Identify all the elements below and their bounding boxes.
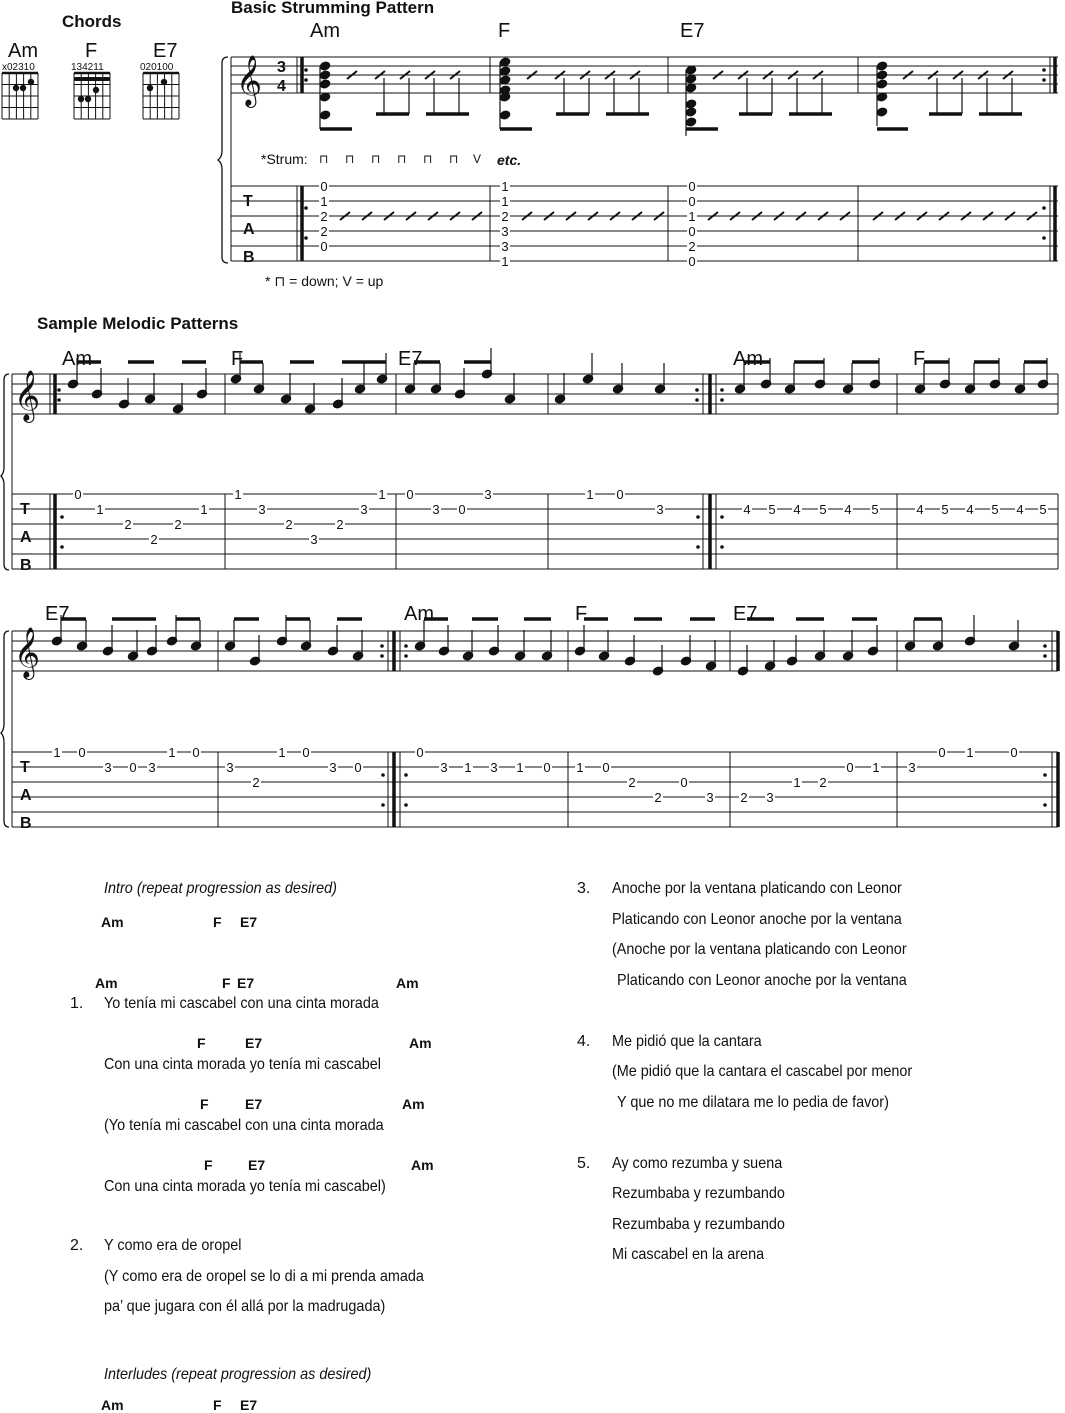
tab-number: 5	[941, 502, 949, 517]
tab-number: 0	[938, 745, 946, 760]
verse-number: 4.	[577, 1033, 591, 1050]
lyric-chord: E7	[245, 1096, 263, 1112]
tab-number: 1	[501, 179, 509, 194]
tab-number: 5	[871, 502, 879, 517]
chord-diagram-am-name: Am	[8, 40, 38, 62]
tab-number: 0	[846, 760, 854, 775]
repeat-dot	[381, 773, 385, 777]
melodic-chord-f: F	[231, 348, 244, 370]
note-head	[499, 110, 510, 120]
strum-symbol: ⊓	[371, 152, 381, 166]
repeat-dot	[720, 515, 724, 519]
tab-number: 2	[819, 775, 827, 790]
tab-number: 5	[1039, 502, 1047, 517]
tab-number: 3	[501, 239, 509, 254]
lyric-line: Anoche por la ventana platicando con Leonor	[612, 880, 902, 897]
tab-number: 3	[440, 760, 448, 775]
strum-heading: Basic Strumming Pattern	[231, 0, 435, 17]
tab-number: 4	[793, 502, 801, 517]
intro-label: Intro (repeat progression as desired)	[104, 880, 337, 897]
tab-number: 0	[680, 775, 688, 790]
tab-number: 0	[458, 502, 466, 517]
tab-number: 0	[192, 745, 200, 760]
tab-number: 3	[766, 790, 774, 805]
note-head	[319, 79, 330, 89]
tab-number: 0	[416, 745, 424, 760]
tab-number: 1	[96, 502, 104, 517]
strum-symbol: ⊓	[345, 152, 355, 166]
repeat-dot	[57, 398, 61, 402]
strum-symbol: ⊓	[397, 152, 407, 166]
tab-number: 2	[174, 517, 182, 532]
tab-number: 4	[1016, 502, 1024, 517]
interlude-label: Interludes (repeat progression as desired)	[104, 1366, 372, 1383]
tab-number: 3	[310, 532, 318, 547]
chord-diagram-f-dot	[93, 87, 99, 93]
tab-number: 3	[329, 760, 337, 775]
tab-number: 0	[543, 760, 551, 775]
tab-clef: T	[20, 501, 30, 518]
tab-number: 0	[688, 224, 696, 239]
tab-number: 0	[320, 179, 328, 194]
lyric-line: Yo tenía mi cascabel con una cinta morada	[104, 995, 379, 1012]
strum-symbol: ⊓	[319, 152, 329, 166]
chord-diagram-am-dot	[20, 85, 26, 91]
lyric-chord: E7	[237, 975, 255, 991]
lyric-chord: Am	[95, 975, 118, 991]
note-head	[876, 79, 887, 89]
tab-number: 3	[706, 790, 714, 805]
tab-number: 0	[616, 487, 624, 502]
repeat-dot	[1043, 644, 1047, 648]
chord-diagram-am-fingering: x02310	[2, 62, 35, 73]
note-head	[685, 107, 696, 117]
repeat-dot	[1042, 68, 1046, 72]
treble-clef: 𝄞	[14, 370, 41, 421]
treble-clef: 𝄞	[236, 55, 263, 106]
melodic-chord-e7: E7	[398, 348, 423, 370]
repeat-dot	[304, 206, 308, 210]
strum-chord-am: Am	[310, 20, 340, 42]
lyric-line: Rezumbaba y rezumbando	[612, 1216, 785, 1233]
lyric-line: Platicando con Leonor anoche por la ventana	[617, 972, 907, 989]
repeat-dot	[404, 644, 408, 648]
system-brace	[1, 374, 9, 570]
tab-clef: T	[243, 193, 253, 210]
lyric-line: (Anoche por la ventana platicando con Leonor	[612, 941, 907, 958]
note-head	[319, 110, 330, 120]
tab-number: 3	[104, 760, 112, 775]
repeat-dot	[380, 644, 384, 648]
repeat-dot	[696, 515, 700, 519]
strum-symbol: ⊓	[449, 152, 459, 166]
melodic-chord-am: Am	[404, 603, 434, 625]
lyric-line: Me pidió que la cantara	[612, 1033, 762, 1050]
tab-clef: A	[20, 787, 32, 804]
chord-diagram-e7-dot	[147, 85, 153, 91]
chord-diagram-am-dot	[13, 85, 19, 91]
lyric-line: Platicando con Leonor anoche por la ventana	[612, 911, 902, 928]
tab-number: 4	[743, 502, 751, 517]
repeat-dot	[720, 545, 724, 549]
tab-number: 0	[129, 760, 137, 775]
chords-heading: Chords	[62, 12, 122, 31]
tab-number: 2	[688, 239, 696, 254]
tab-number: 3	[148, 760, 156, 775]
chord-diagram-e7-fingering: 020100	[140, 62, 174, 73]
lyric-chord: F	[197, 1035, 206, 1051]
lyric-chord: Am	[411, 1157, 434, 1173]
tab-number: 1	[320, 194, 328, 209]
tab-number: 1	[378, 487, 386, 502]
repeat-dot	[380, 654, 384, 658]
tab-number: 1	[966, 745, 974, 760]
lyric-line: (Me pidió que la cantara el cascabel por menor	[612, 1063, 913, 1080]
tab-number: 0	[688, 179, 696, 194]
tab-number: 0	[78, 745, 86, 760]
time-signature: 4	[277, 78, 286, 95]
repeat-dot	[720, 388, 724, 392]
repeat-dot	[696, 545, 700, 549]
note-head	[685, 117, 696, 127]
repeat-dot	[381, 803, 385, 807]
tab-number: 5	[819, 502, 827, 517]
interlude-chord: F	[213, 1397, 222, 1413]
melodic-chord-e7: E7	[733, 603, 758, 625]
note-head	[876, 70, 887, 80]
tab-clef: A	[20, 529, 32, 546]
repeat-dot	[1042, 236, 1046, 240]
tab-number: 1	[200, 502, 208, 517]
tab-number: 3	[908, 760, 916, 775]
tab-number: 5	[991, 502, 999, 517]
tab-number: 1	[53, 745, 61, 760]
chord-diagram-f-barre	[74, 77, 110, 81]
tab-number: 2	[124, 517, 132, 532]
lyric-chord: E7	[245, 1035, 263, 1051]
tab-number: 3	[360, 502, 368, 517]
chord-diagram-e7-name: E7	[153, 40, 178, 62]
repeat-dot	[720, 398, 724, 402]
strum-etc: etc.	[497, 152, 522, 168]
lyric-line: Y como era de oropel	[104, 1237, 242, 1254]
repeat-dot	[1042, 78, 1046, 82]
tab-number: 1	[278, 745, 286, 760]
chord-diagram-f-dot	[85, 96, 91, 102]
repeat-dot	[1042, 206, 1046, 210]
melodic-chord-e7: E7	[45, 603, 70, 625]
melodic-chord-am: Am	[62, 348, 92, 370]
tab-number: 2	[320, 224, 328, 239]
lyric-line: Y que no me dilatara me lo pedia de favor)	[617, 1094, 889, 1111]
repeat-dot	[404, 654, 408, 658]
tab-number: 0	[74, 487, 82, 502]
tab-number: 4	[844, 502, 852, 517]
repeat-dot	[57, 388, 61, 392]
interlude-chord: Am	[101, 1397, 124, 1413]
tab-number: 0	[320, 239, 328, 254]
tab-number: 0	[688, 194, 696, 209]
repeat-dot	[1043, 654, 1047, 658]
repeat-dot	[404, 803, 408, 807]
tab-number: 2	[336, 517, 344, 532]
note-head	[876, 107, 887, 117]
tab-number: 1	[516, 760, 524, 775]
tab-number: 5	[768, 502, 776, 517]
tab-number: 1	[501, 194, 509, 209]
note-head	[876, 61, 887, 71]
lyric-chord: F	[222, 975, 231, 991]
lyric-chord: F	[200, 1096, 209, 1112]
strum-chord-e7: E7	[680, 20, 705, 42]
tab-number: 1	[464, 760, 472, 775]
repeat-dot	[304, 78, 308, 82]
repeat-dot	[304, 236, 308, 240]
chord-diagram-f-dot	[78, 96, 84, 102]
time-signature: 3	[277, 59, 286, 76]
repeat-dot	[304, 68, 308, 72]
tab-number: 1	[872, 760, 880, 775]
tab-number: 3	[226, 760, 234, 775]
tab-number: 2	[150, 532, 158, 547]
repeat-dot	[1043, 773, 1047, 777]
note-head	[319, 61, 330, 71]
note-head	[319, 70, 330, 80]
note-head	[685, 99, 696, 109]
tab-number: 0	[354, 760, 362, 775]
tab-number: 2	[628, 775, 636, 790]
tab-number: 2	[501, 209, 509, 224]
lyric-line: pa’ que jugara con él allá por la madrugada)	[104, 1298, 386, 1315]
tab-number: 3	[501, 224, 509, 239]
verse-number: 3.	[577, 880, 591, 897]
lyric-chord: Am	[396, 975, 419, 991]
melodic-chord-f: F	[913, 348, 926, 370]
treble-clef: 𝄞	[14, 627, 41, 678]
repeat-dot	[60, 545, 64, 549]
lyric-chord: E7	[248, 1157, 266, 1173]
lyric-line: Con una cinta morada yo tenía mi cascabel	[104, 1056, 381, 1073]
chord-diagram-f-name: F	[85, 40, 98, 62]
tab-number: 0	[602, 760, 610, 775]
strum-footnote: * ⊓ = down; V = up	[265, 273, 384, 289]
repeat-dot	[60, 515, 64, 519]
verse-number: 1.	[70, 995, 84, 1012]
strum-label: *Strum:	[261, 151, 308, 167]
lyric-line: Mi cascabel en la arena	[612, 1246, 765, 1263]
tab-number: 1	[793, 775, 801, 790]
intro-chord: F	[213, 914, 222, 930]
strum-symbol: V	[473, 152, 482, 166]
tab-number: 1	[688, 209, 696, 224]
tab-number: 1	[586, 487, 594, 502]
melodic-heading: Sample Melodic Patterns	[37, 314, 239, 333]
tab-number: 1	[501, 254, 509, 269]
intro-chord: E7	[240, 914, 258, 930]
tab-number: 2	[252, 775, 260, 790]
tab-number: 1	[234, 487, 242, 502]
tab-clef: T	[20, 759, 30, 776]
lyric-line: Rezumbaba y rezumbando	[612, 1185, 785, 1202]
tab-number: 0	[688, 254, 696, 269]
lyric-chord: F	[204, 1157, 213, 1173]
lyric-line: (Yo tenía mi cascabel con una cinta morada	[104, 1117, 384, 1134]
melodic-chord-am: Am	[733, 348, 763, 370]
chord-diagram-am-dot	[28, 79, 34, 85]
interlude-chord: E7	[240, 1397, 258, 1413]
repeat-dot	[695, 388, 699, 392]
tab-clef: A	[243, 221, 255, 238]
repeat-dot	[404, 773, 408, 777]
strum-symbol: ⊓	[423, 152, 433, 166]
lyric-chord: Am	[402, 1096, 425, 1112]
tab-number: 3	[432, 502, 440, 517]
lyric-chord: Am	[409, 1035, 432, 1051]
tab-number: 1	[168, 745, 176, 760]
tab-number: 2	[654, 790, 662, 805]
verse-number: 2.	[70, 1237, 84, 1254]
chord-diagram-f-fingering: 134211	[71, 62, 104, 73]
melodic-chord-f: F	[575, 603, 588, 625]
tab-number: 2	[740, 790, 748, 805]
strum-chord-f: F	[498, 20, 511, 42]
tab-clef: B	[20, 815, 32, 832]
tab-number: 3	[490, 760, 498, 775]
repeat-dot	[1043, 803, 1047, 807]
tab-number: 0	[406, 487, 414, 502]
system-brace	[218, 57, 228, 263]
tab-number: 0	[302, 745, 310, 760]
tab-number: 3	[258, 502, 266, 517]
chord-diagram-e7-dot	[161, 79, 167, 85]
tab-number: 3	[656, 502, 664, 517]
tab-number: 3	[484, 487, 492, 502]
intro-chord: Am	[101, 914, 124, 930]
system-brace	[1, 631, 9, 827]
tab-clef: B	[243, 249, 255, 266]
lyric-line: Ay como rezumba y suena	[612, 1155, 783, 1172]
verse-number: 5.	[577, 1155, 591, 1172]
tab-number: 4	[916, 502, 924, 517]
lyric-line: (Y como era de oropel se lo di a mi prenda amada	[104, 1268, 424, 1285]
lyric-line: Con una cinta morada yo tenía mi cascabel)	[104, 1178, 386, 1195]
tab-number: 0	[1010, 745, 1018, 760]
tab-number: 4	[966, 502, 974, 517]
tab-number: 1	[576, 760, 584, 775]
tab-number: 2	[285, 517, 293, 532]
tab-number: 2	[320, 209, 328, 224]
tab-clef: B	[20, 557, 32, 574]
repeat-dot	[695, 398, 699, 402]
